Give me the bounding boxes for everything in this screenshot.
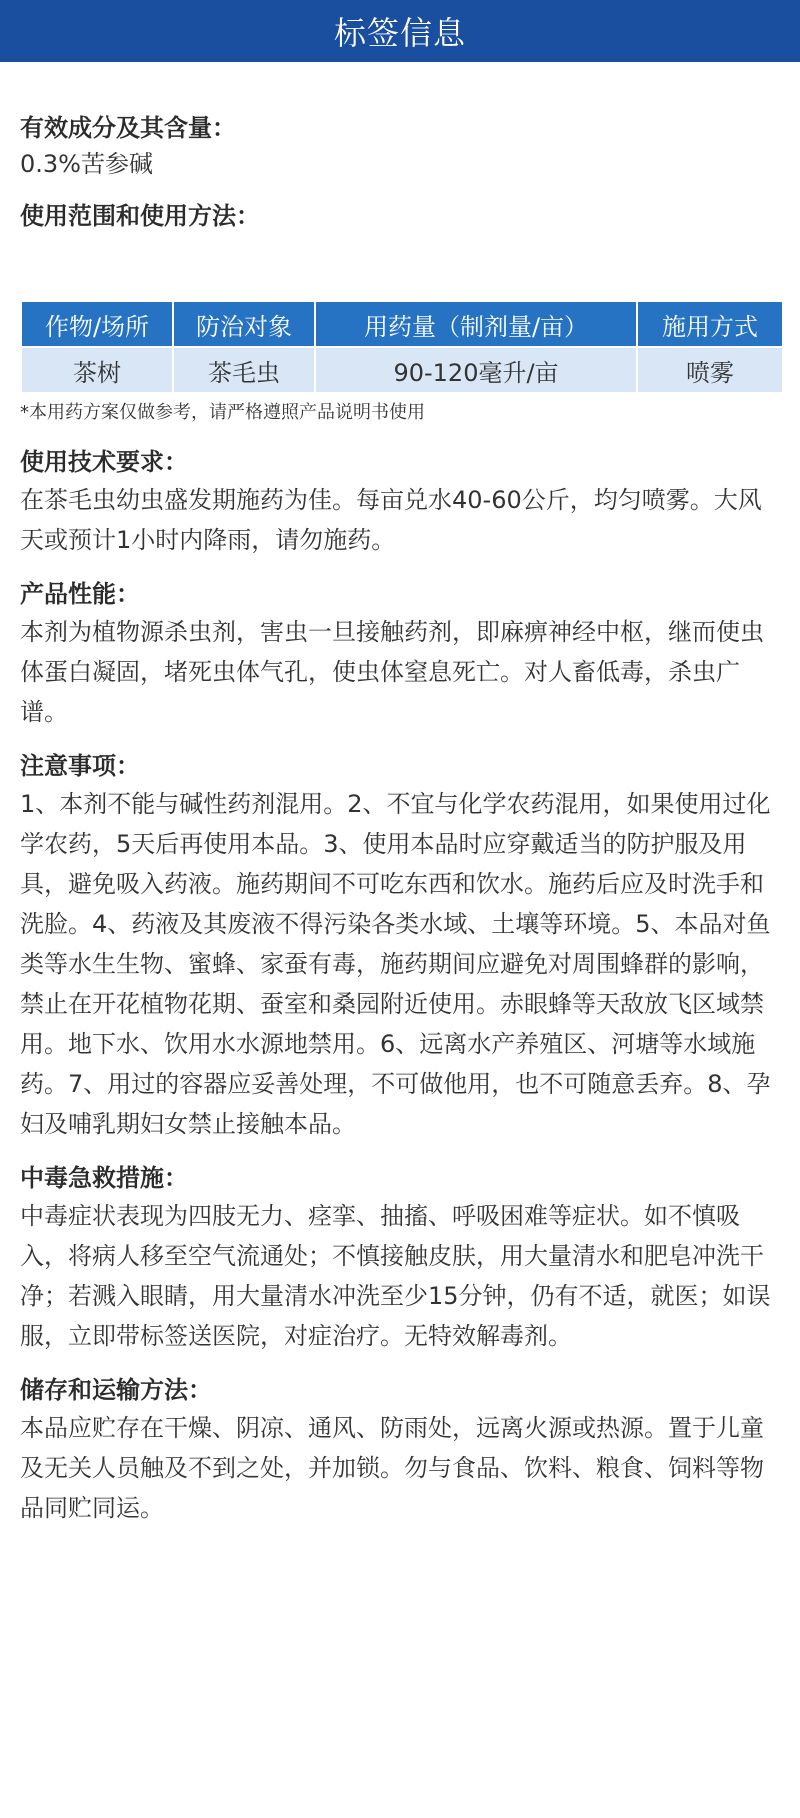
performance-heading: 产品性能： (20, 580, 140, 608)
cell-crop: 茶树 (22, 348, 172, 392)
label-content (0, 110, 800, 1528)
ingredients-heading: 有效成分及其含量： (20, 114, 236, 142)
usage-table (20, 300, 784, 394)
storage-section (20, 1372, 780, 1528)
col-crop-header: 作物/场所 (22, 302, 172, 346)
performance-text: 本剂为植物源杀虫剂，害虫一旦接触药剂，即麻痹神经中枢，继而使虫体蛋白凝固，堵死虫体气孔，使虫体窒息死亡。对人畜低毒，杀虫广谱。 (20, 618, 764, 726)
cell-method: 喷雾 (638, 348, 782, 392)
firstaid-section (20, 1160, 780, 1356)
table-row (22, 348, 782, 392)
storage-heading: 储存和运输方法： (20, 1376, 212, 1404)
ingredients-value: 0.3%苦参碱 (20, 150, 153, 178)
usage-table-header-row (22, 302, 782, 346)
usage-section (20, 198, 780, 428)
performance-section (20, 576, 780, 732)
cautions-text: 1、本剂不能与碱性药剂混用。2、不宜与化学农药混用，如果使用过化学农药，5天后再使用本品。3、使用本品时应穿戴适当的防护服及用具，避免吸入药液。施药期间不可吃东西和饮水。施药后应及时洗手和洗脸。4、药液及其废液不得污染各类水域、土壤等环境。5、本品对鱼类等水生生物、蜜蜂、家蚕有毒，施药期间应避免对周围蜂群的影响，禁止在开花植物花期、蚕室和桑园附近使用。赤眼蜂等天敌放飞区域禁用。地下水、饮用水水源地禁用。6、远离水产养殖区、河塘等水域施药。7、用过的容器应妥善处理，不可做他用，也不可随意丢弃。8、孕妇及哺乳期妇女禁止接触本品。 (20, 790, 771, 1138)
usage-heading: 使用范围和使用方法： (20, 202, 260, 230)
tech-heading: 使用技术要求： (20, 448, 188, 476)
storage-text: 本品应贮存在干燥、阴凉、通风、防雨处，远离火源或热源。置于儿童及无关人员触及不到之处，并加锁。勿与食品、饮料、粮食、饲料等物品同贮同运。 (20, 1414, 764, 1522)
col-target-header: 防治对象 (174, 302, 314, 346)
page-title: 标签信息 (333, 14, 466, 52)
firstaid-text: 中毒症状表现为四肢无力、痉挛、抽搐、呼吸困难等症状。如不慎吸入，将病人移至空气流通处；不慎接触皮肤，用大量清水和肥皂冲洗干净；若溅入眼睛，用大量清水冲洗至少15分钟，仍有不适，就医；如误服，立即带标签送医院，对症治疗。无特效解毒剂。 (20, 1202, 771, 1350)
page-title-banner (0, 0, 800, 62)
col-method-header: 施用方式 (638, 302, 782, 346)
cell-dosage: 90-120毫升/亩 (316, 348, 636, 392)
ingredients-section (20, 110, 780, 182)
usage-note: *本用药方案仅做参考，请严格遵照产品说明书使用 (20, 402, 425, 423)
col-dosage-header: 用药量（制剂量/亩） (316, 302, 636, 346)
cautions-heading: 注意事项： (20, 752, 140, 780)
cell-target: 茶毛虫 (174, 348, 314, 392)
firstaid-heading: 中毒急救措施： (20, 1164, 188, 1192)
tech-text: 在茶毛虫幼虫盛发期施药为佳。每亩兑水40-60公斤，均匀喷雾。大风天或预计1小时内降雨，请勿施药。 (20, 486, 762, 554)
cautions-section (20, 748, 780, 1144)
tech-section (20, 444, 780, 560)
